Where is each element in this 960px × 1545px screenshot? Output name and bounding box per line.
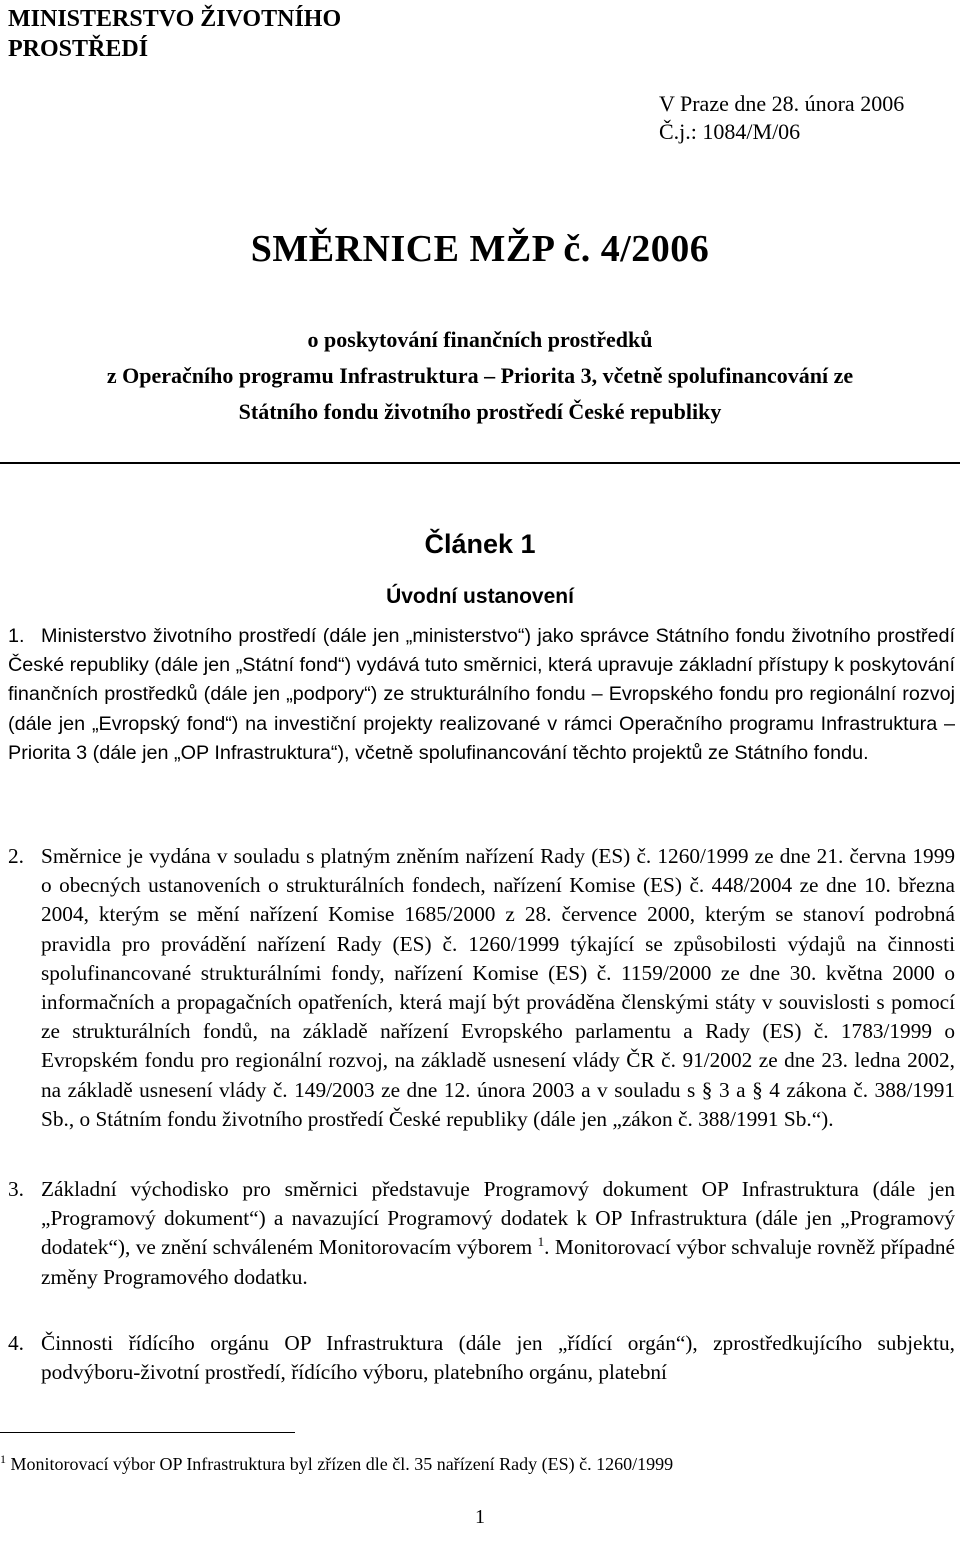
paragraph-text-part: Základní východisko pro směrnici představuje Programový dokument OP Infrastruktura (dále jen „Programový dokument“) a navazující Programový dodatek k OP Infrastruktura (dále jen „Programový dodatek“), ve znění schváleném Monitorovacím výborem bbox=[41, 1177, 955, 1260]
page-number: 1 bbox=[475, 1506, 485, 1528]
paragraph-text: Činnosti řídícího orgánu OP Infrastruktura (dále jen „řídící orgán“), zprostředkujícího subjektu, podvýboru-životní prostředí, řídícího výboru, platebního orgánu, platební bbox=[41, 1331, 955, 1385]
paragraph-text bbox=[41, 1175, 955, 1292]
paragraph-1 bbox=[8, 622, 955, 768]
paragraph-2 bbox=[8, 842, 955, 1134]
document-meta bbox=[659, 90, 904, 146]
paragraph-number: 1. bbox=[8, 625, 25, 647]
ministry-name-line2: PROSTŘEDÍ bbox=[8, 36, 149, 62]
paragraph-text: Ministerstvo životního prostředí (dále jen „ministerstvo“) jako správce Státního fondu životního prostředí České republiky (dále jen „Státní fond“) vydává tuto směrnici, která upravuje základní přístupy k poskytování finančních prostředků (dále jen „podpory“) ze strukturálního fondu – Evropského fondu pro regionální rozvoj (dále jen „Evropský fond“) na investiční projekty realizované v rámci Operačního programu Infrastruktura – Priorita 3 (dále jen „OP Infrastruktura“), včetně spolufinancování těchto projektů ze Státního fondu. bbox=[8, 625, 955, 764]
ministry-name-line1: MINISTERSTVO ŽIVOTNÍHO bbox=[8, 6, 342, 32]
ministry-name bbox=[8, 4, 341, 64]
footnote-reference[interactable]: 1 bbox=[537, 1234, 545, 1250]
paragraph-4 bbox=[8, 1329, 955, 1387]
footnote-marker: 1 bbox=[0, 1452, 6, 1466]
subtitle-line-2: z Operačního programu Infrastruktura – Priorita 3, včetně spolufinancování ze bbox=[106, 363, 854, 388]
paragraph-number: 2. bbox=[8, 844, 24, 868]
footnote bbox=[0, 1447, 673, 1476]
paragraph-number: 4. bbox=[8, 1331, 24, 1355]
title-divider bbox=[0, 462, 960, 464]
subtitle-line-3: Státního fondu životního prostředí České republiky bbox=[238, 399, 722, 424]
document-reference: Č.j.: 1084/M/06 bbox=[659, 119, 801, 144]
paragraph-text: Směrnice je vydána v souladu s platným zněním nařízení Rady (ES) č. 1260/1999 ze dne 21. června 1999 o obecných ustanoveních o strukturálních fondech, nařízení Komise (ES) č. 448/2004 ze dne 10. března 2004, kterým se mění nařízení Komise 1685/2000 z 28. července 2000, kterým se stanoví podrobná pravidla pro provádění nařízení Rady (ES) č. 1260/1999 týkající se způsobilosti výdajů na činnosti spolufinancované strukturálními fondy, nařízení Komise (ES) č. 1159/2000 ze dne 30. května 2000 o informačních a propagačních opatřeních, která mají být prováděna členskými státy v souvislosti s pomocí ze strukturálních fondů, na základě nařízení Evropského parlamentu a Rady (ES) č. 1783/1999 o Evropském fondu pro regionální rozvoj, na základě usnesení vlády ČR č. 91/2002 ze dne 23. ledna 2002, na základě usnesení vlády č. 149/2003 ze dne 12. února 2003 a v souladu s § 3 a § 4 zákona č. 388/1991 Sb., o Státním fondu životního prostředí České republiky (dále jen „zákon č. 388/1991 Sb.“). bbox=[41, 844, 955, 1131]
directive-title: SMĚRNICE MŽP č. 4/2006 bbox=[250, 228, 710, 270]
footnote-divider bbox=[0, 1432, 295, 1433]
article-subheading: Úvodní ustanovení bbox=[386, 585, 574, 608]
directive-subtitle bbox=[0, 322, 960, 430]
footnote-text: Monitorovací výbor OP Infrastruktura byl zřízen dle čl. 35 nařízení Rady (ES) č. 1260/1999 bbox=[6, 1454, 674, 1474]
subtitle-line-1: o poskytování finančních prostředků bbox=[307, 327, 653, 352]
paragraph-text-part: . Monitorovací výbor schvaluje rovněž případné změny Programového dodatku. bbox=[41, 1235, 955, 1289]
article-heading: Článek 1 bbox=[424, 529, 536, 559]
document-date: V Praze dne 28. února 2006 bbox=[659, 91, 905, 116]
paragraph-3 bbox=[8, 1175, 955, 1292]
paragraph-number: 3. bbox=[8, 1177, 24, 1201]
